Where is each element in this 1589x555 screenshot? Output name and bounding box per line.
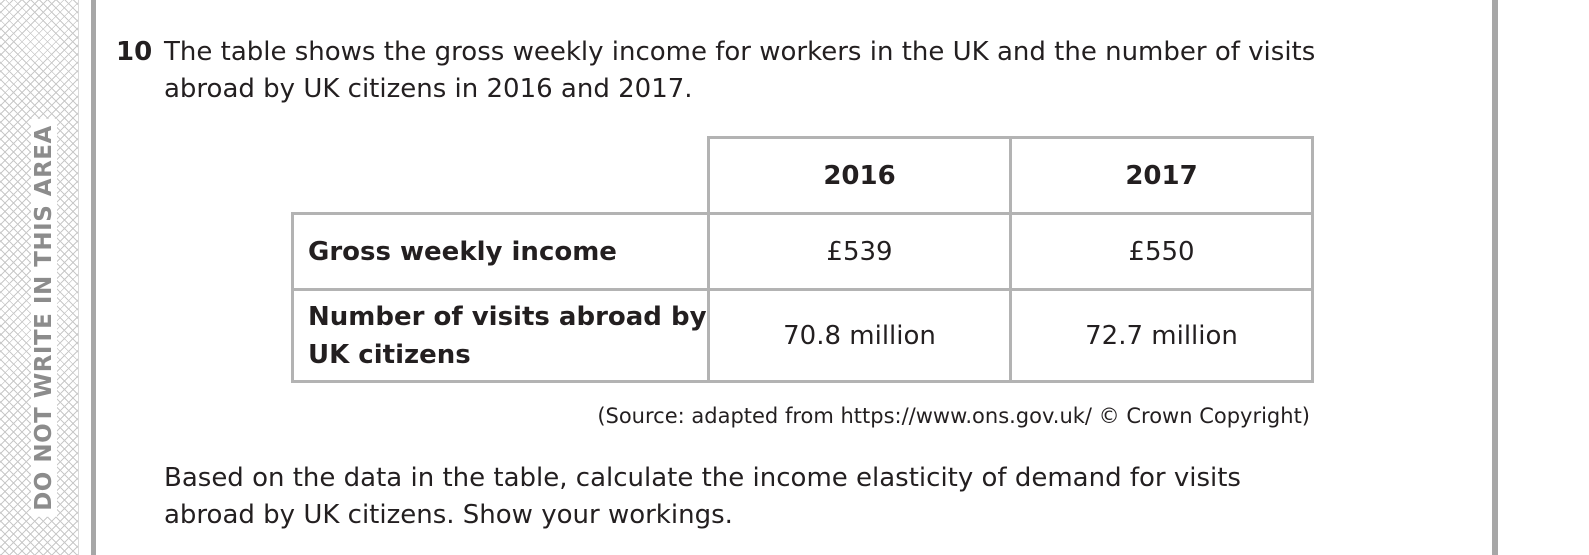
income-2017: £550 [1011,214,1313,290]
header-2016: 2016 [709,138,1011,214]
do-not-write-margin [0,0,79,555]
row-label-visits: Number of visits abroad by UK citizens [293,290,709,382]
table-header-row [293,138,1313,214]
visits-2016: 70.8 million [709,290,1011,382]
source-citation: (Source: adapted from https://www.ons.gov.uk/ © Crown Copyright) [597,404,1310,428]
data-table [291,136,1314,383]
question-number: 10 [116,37,153,67]
margin-warning-text: DO NOT WRITE IN THIS AREA [31,119,57,517]
row-label-income: Gross weekly income [293,214,709,290]
income-2016: £539 [709,214,1011,290]
header-2017: 2017 [1011,138,1313,214]
left-margin-rule [91,0,96,555]
question-intro: The table shows the gross weekly income for workers in the UK and the number of visits abroad by UK citizens in 2016 and 2017. [164,37,1316,104]
right-margin-rule [1492,0,1498,555]
question-task: Based on the data in the table, calculate the income elasticity of demand for visits abroad by UK citizens. Show your workings. [164,463,1241,530]
visits-2017: 72.7 million [1011,290,1313,382]
table-corner-cell [293,138,709,214]
table-row [293,214,1313,290]
table-row [293,290,1313,382]
